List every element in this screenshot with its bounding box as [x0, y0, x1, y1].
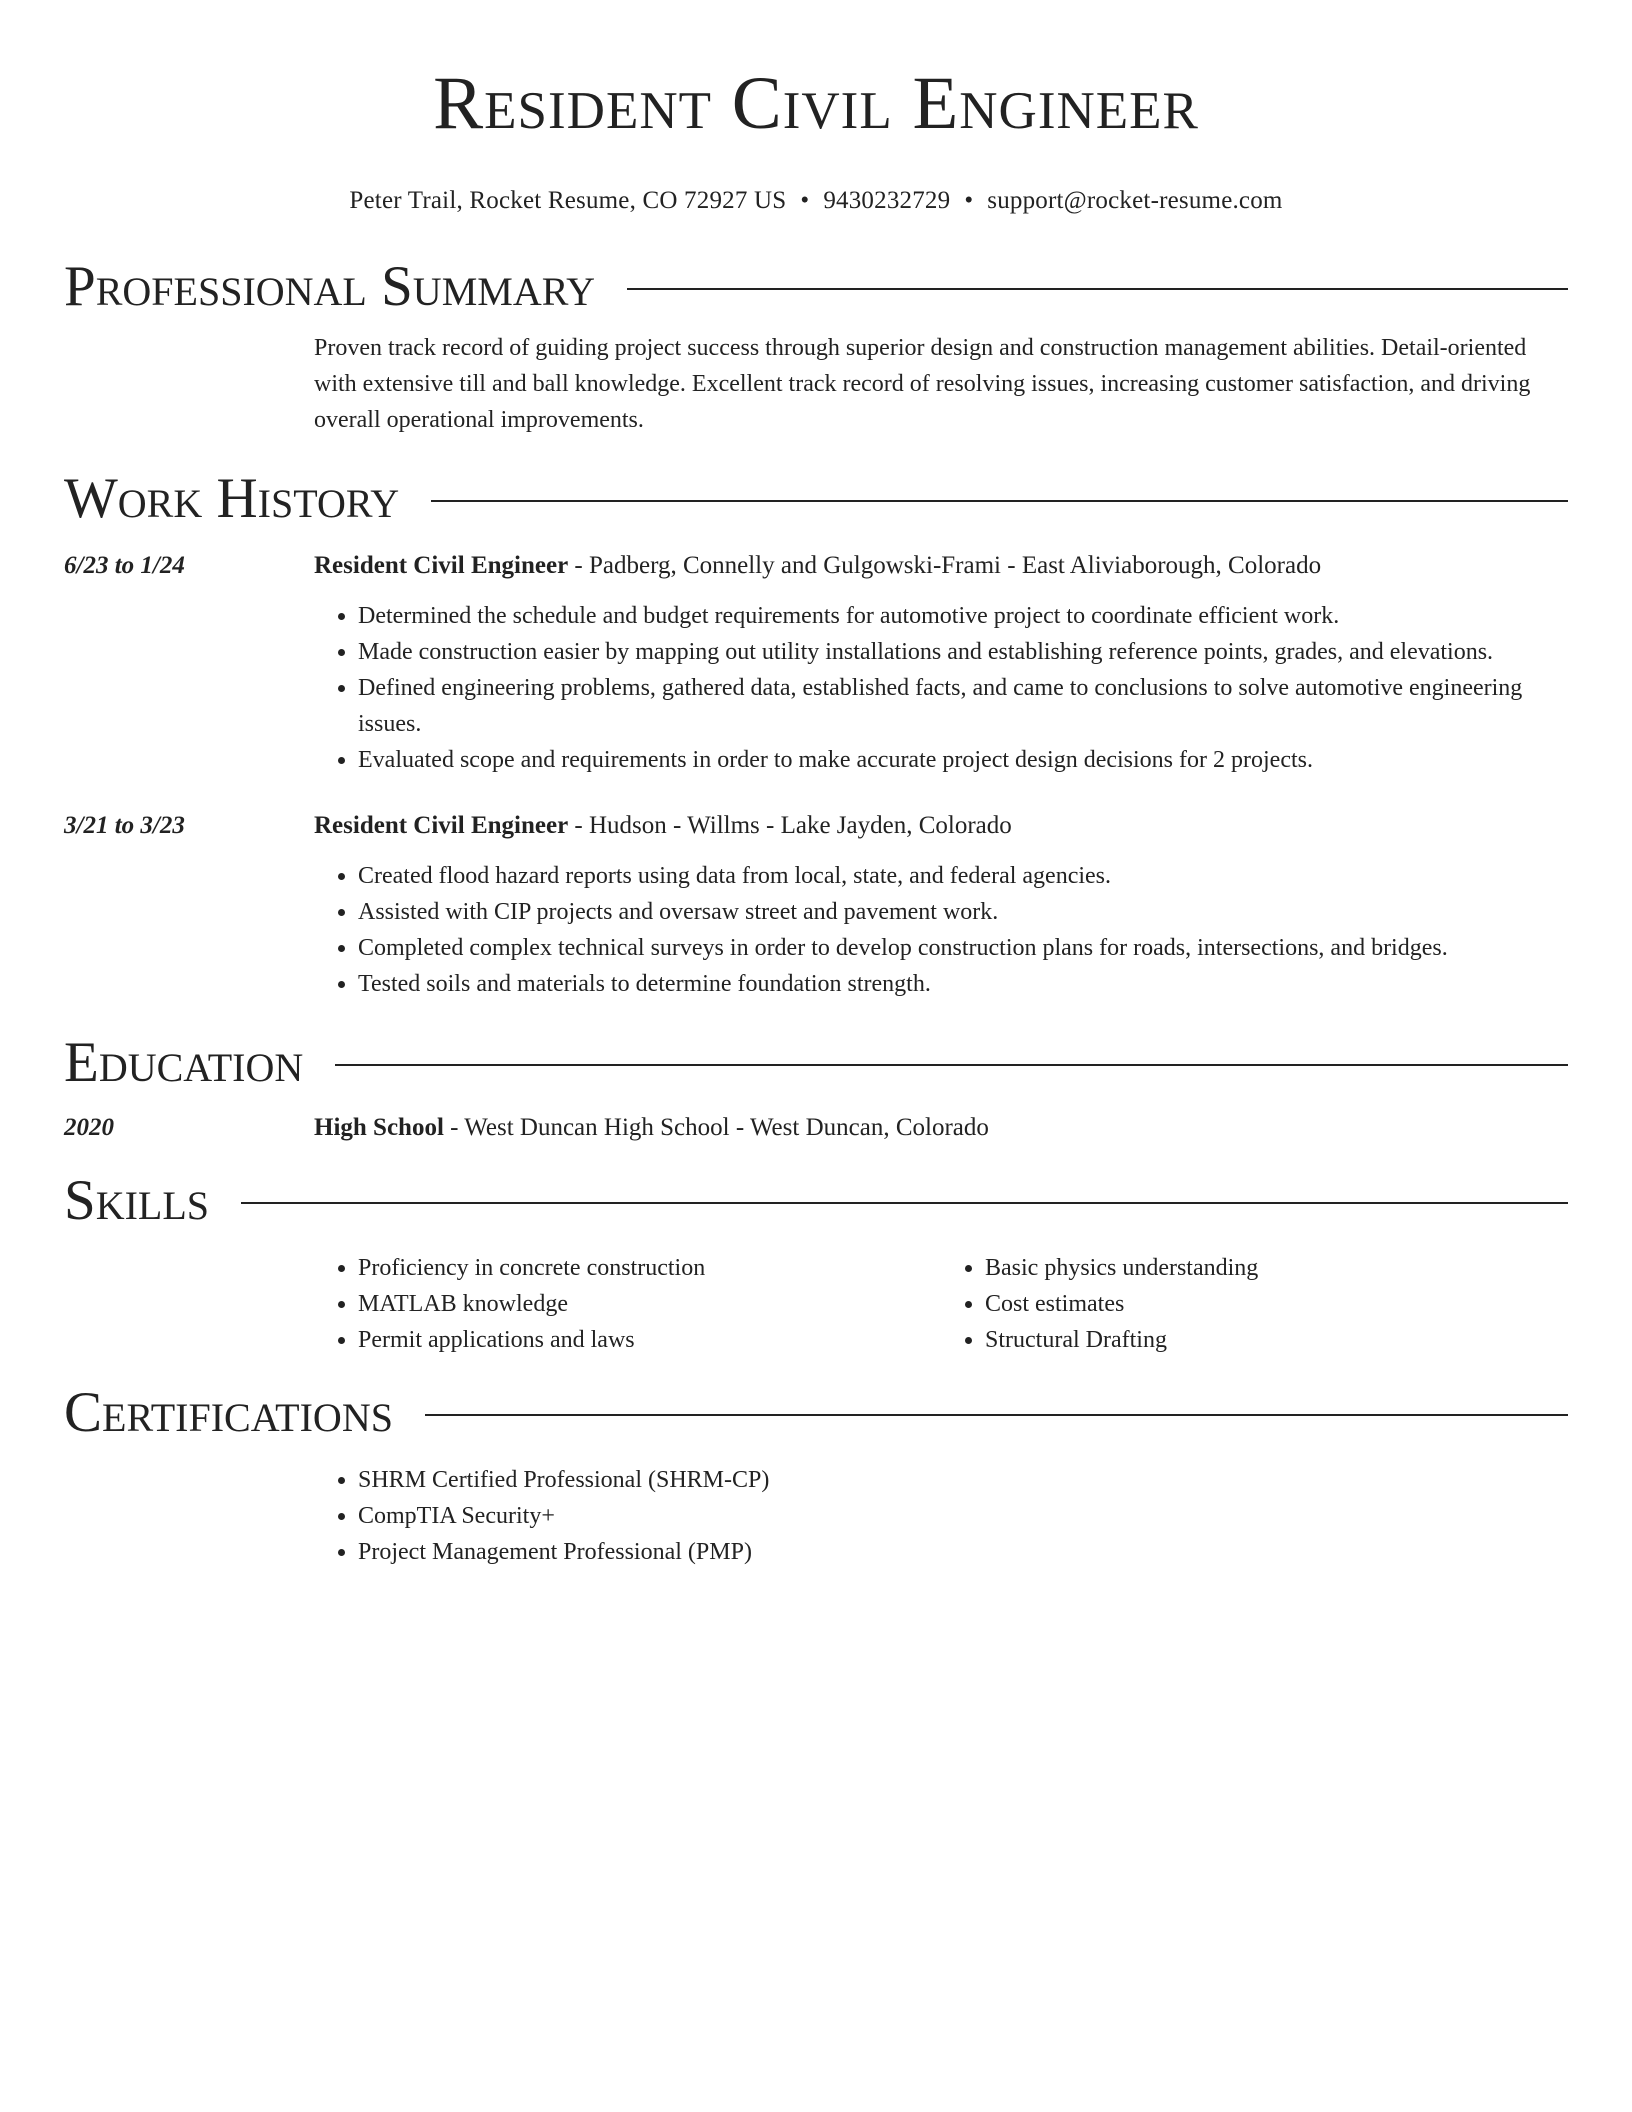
contact-email: support@rocket-resume.com [987, 187, 1283, 214]
contact-phone: 9430232729 [823, 187, 951, 214]
list-item: • Completed complex technical surveys in order to develop construction plans for roads, intersections, and bridges. [358, 930, 1568, 966]
list-item: • Evaluated scope and requirements in order to make accurate project design decisions for 2 projects. [358, 742, 1568, 778]
summary-text: Proven track record of guiding project success through superior design and construction management abilities. Detail-oriented with extensive till and ball knowledge. Excellent track record of resolving issues, increasing customer satisfaction, and driving overall operational improvements. [314, 335, 1531, 433]
job-bullets [314, 598, 1568, 778]
list-item: • SHRM Certified Professional (SHRM-CP) [358, 1462, 1568, 1498]
skills-spacer [64, 1250, 314, 1358]
contact-separator: • [800, 187, 810, 214]
list-item: • Basic physics understanding [985, 1250, 1568, 1286]
list-item: • Permit applications and laws [358, 1322, 941, 1358]
job-employer: - Padberg, Connelly and Gulgowski-Frami - East Aliviaborough, Colorado [568, 552, 1322, 579]
skills-row [64, 1250, 1568, 1358]
job-dates: 6/23 to 1/24 [64, 552, 185, 579]
job-entry [64, 548, 1568, 778]
contact-separator: • [964, 187, 974, 214]
resume-title: Resident Civil Engineer [433, 62, 1199, 145]
certifications-section-header [64, 1378, 1568, 1448]
job-employer: - Hudson - Willms - Lake Jayden, Colorado [568, 812, 1012, 839]
summary-section-header [64, 252, 1568, 322]
list-item: • Determined the schedule and budget requirements for automotive project to coordinate efficient work. [358, 598, 1568, 634]
list-item: • Proficiency in concrete construction [358, 1250, 941, 1286]
skills-grid [314, 1250, 1568, 1358]
education-section-header [64, 1028, 1568, 1098]
job-bullets [314, 858, 1568, 1002]
list-item: • Assisted with CIP projects and oversaw street and pavement work. [358, 894, 1568, 930]
certifications-heading: Certifications [64, 1381, 393, 1444]
job-role: Resident Civil Engineer [314, 552, 569, 579]
job-title-line [314, 548, 1568, 584]
skills-section-header [64, 1166, 1568, 1236]
list-item: • Cost estimates [985, 1286, 1568, 1322]
summary-row [64, 330, 1568, 438]
summary-spacer [64, 330, 314, 438]
skills-heading: Skills [64, 1169, 210, 1232]
list-item: • Tested soils and materials to determine foundation strength. [358, 966, 1568, 1002]
certifications-row [64, 1462, 1568, 1570]
work-section-header [64, 464, 1568, 534]
contact-address: Peter Trail, Rocket Resume, CO 72927 US [349, 187, 787, 214]
section-divider [425, 1414, 1568, 1416]
summary-heading: Professional Summary [64, 255, 596, 318]
skills-list-right [941, 1250, 1568, 1358]
list-item: • Made construction easier by mapping out utility installations and establishing reference points, grades, and elevations. [358, 634, 1568, 670]
education-heading: Education [64, 1031, 304, 1094]
job-role: Resident Civil Engineer [314, 812, 569, 839]
list-item: • Project Management Professional (PMP) [358, 1534, 1568, 1570]
list-item: • MATLAB knowledge [358, 1286, 941, 1322]
education-school: - West Duncan High School - West Duncan, Colorado [443, 1114, 989, 1141]
section-divider [431, 500, 1568, 502]
contact-line [64, 186, 1568, 216]
job-title-line [314, 808, 1568, 844]
education-degree: High School [314, 1114, 444, 1141]
list-item: • Created flood hazard reports using data from local, state, and federal agencies. [358, 858, 1568, 894]
education-entry [64, 1110, 1568, 1146]
education-line [314, 1110, 1568, 1146]
section-divider [241, 1202, 1568, 1204]
list-item: • CompTIA Security+ [358, 1498, 1568, 1534]
job-entry [64, 808, 1568, 1002]
list-item: • Defined engineering problems, gathered data, established facts, and came to conclusions to solve automotive engineering issues. [358, 670, 1568, 742]
skills-list-left [314, 1250, 941, 1358]
job-dates: 3/21 to 3/23 [64, 812, 185, 839]
list-item: • Structural Drafting [985, 1322, 1568, 1358]
section-divider [335, 1064, 1568, 1066]
certifications-spacer [64, 1462, 314, 1570]
work-heading: Work History [64, 467, 400, 530]
certifications-list [314, 1462, 1568, 1570]
education-year: 2020 [64, 1114, 114, 1141]
section-divider [627, 288, 1568, 290]
